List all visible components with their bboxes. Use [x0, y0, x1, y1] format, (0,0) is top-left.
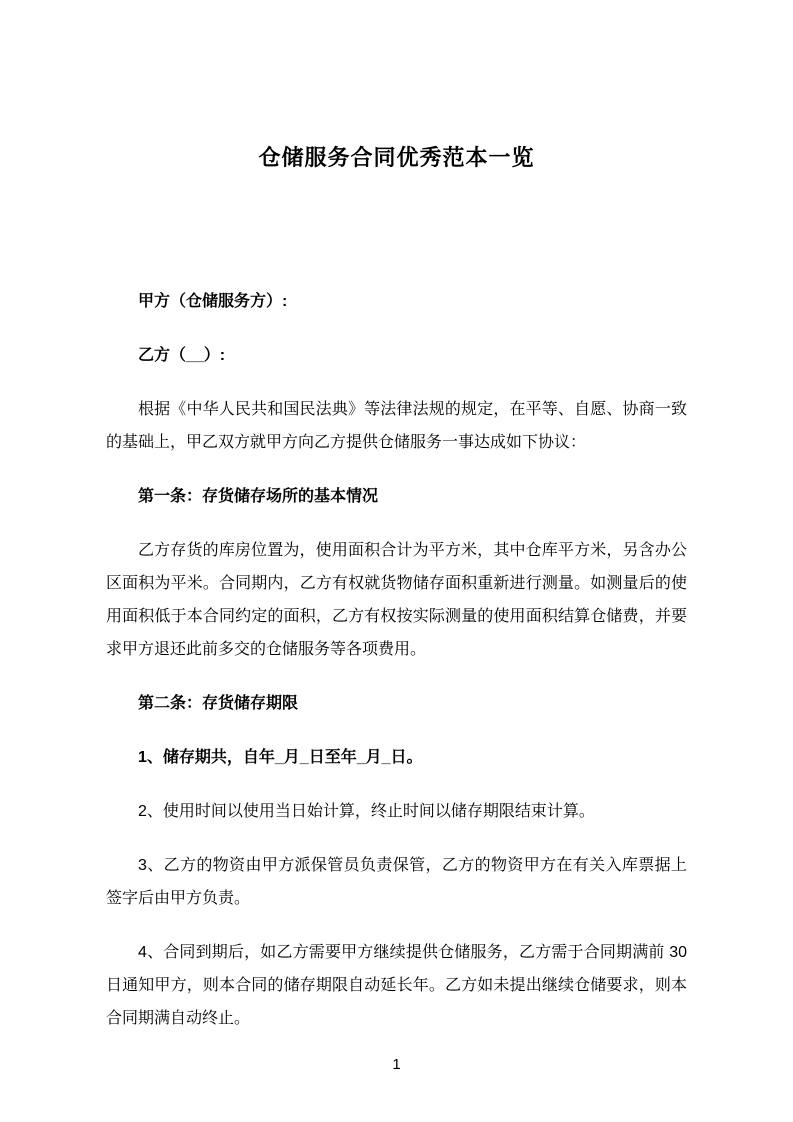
page-number: 1	[392, 1056, 401, 1073]
article-1-body: 乙方存货的库房位置为，使用面积合计为平方米，其中仓库平方米，另含办公区面积为平米。合同期内，乙方有权就货物储存面积重新进行测量。如测量后的使用面积低于本合同约定的面积，乙方有权按实际测量的使用面积结算仓储费，并要求甲方退还此前多交的仓储服务等各项费用。	[106, 542, 687, 658]
document-title: 仓储服务合同优秀范本一览	[258, 145, 535, 170]
article-2-clause-2: 2、使用时间以使用当日始计算，终止时间以储存期限结束计算。	[138, 803, 595, 820]
article-2-clause-3: 3、乙方的物资由甲方派保管员负责保管，乙方的物资甲方在有关入库票据上签字后由甲方负责。	[106, 857, 687, 907]
article-2-heading: 第二条：存货储存期限	[138, 695, 299, 712]
party-a-line: 甲方（仓储服务方）:	[138, 293, 288, 310]
article-2-clause-1: 1、储存期共，自年_月_日至年_月_日。	[138, 749, 423, 766]
party-b-line: 乙方（__）:	[138, 347, 226, 364]
article-2-clause-4: 4、合同到期后，如乙方需要甲方继续提供仓储服务，乙方需于合同期满前 30 日通知甲方，则本合同的储存期限自动延长年。乙方如未提出继续仓储要求，则本合同期满自动终止。	[106, 944, 687, 1027]
preamble-paragraph: 根据《中华人民共和国民法典》等法律法规的规定，在平等、自愿、协商一致的基础上，甲乙双方就甲方向乙方提供仓储服务一事达成如下协议：	[106, 401, 687, 451]
article-1-heading: 第一条：存货储存场所的基本情况	[138, 488, 379, 505]
